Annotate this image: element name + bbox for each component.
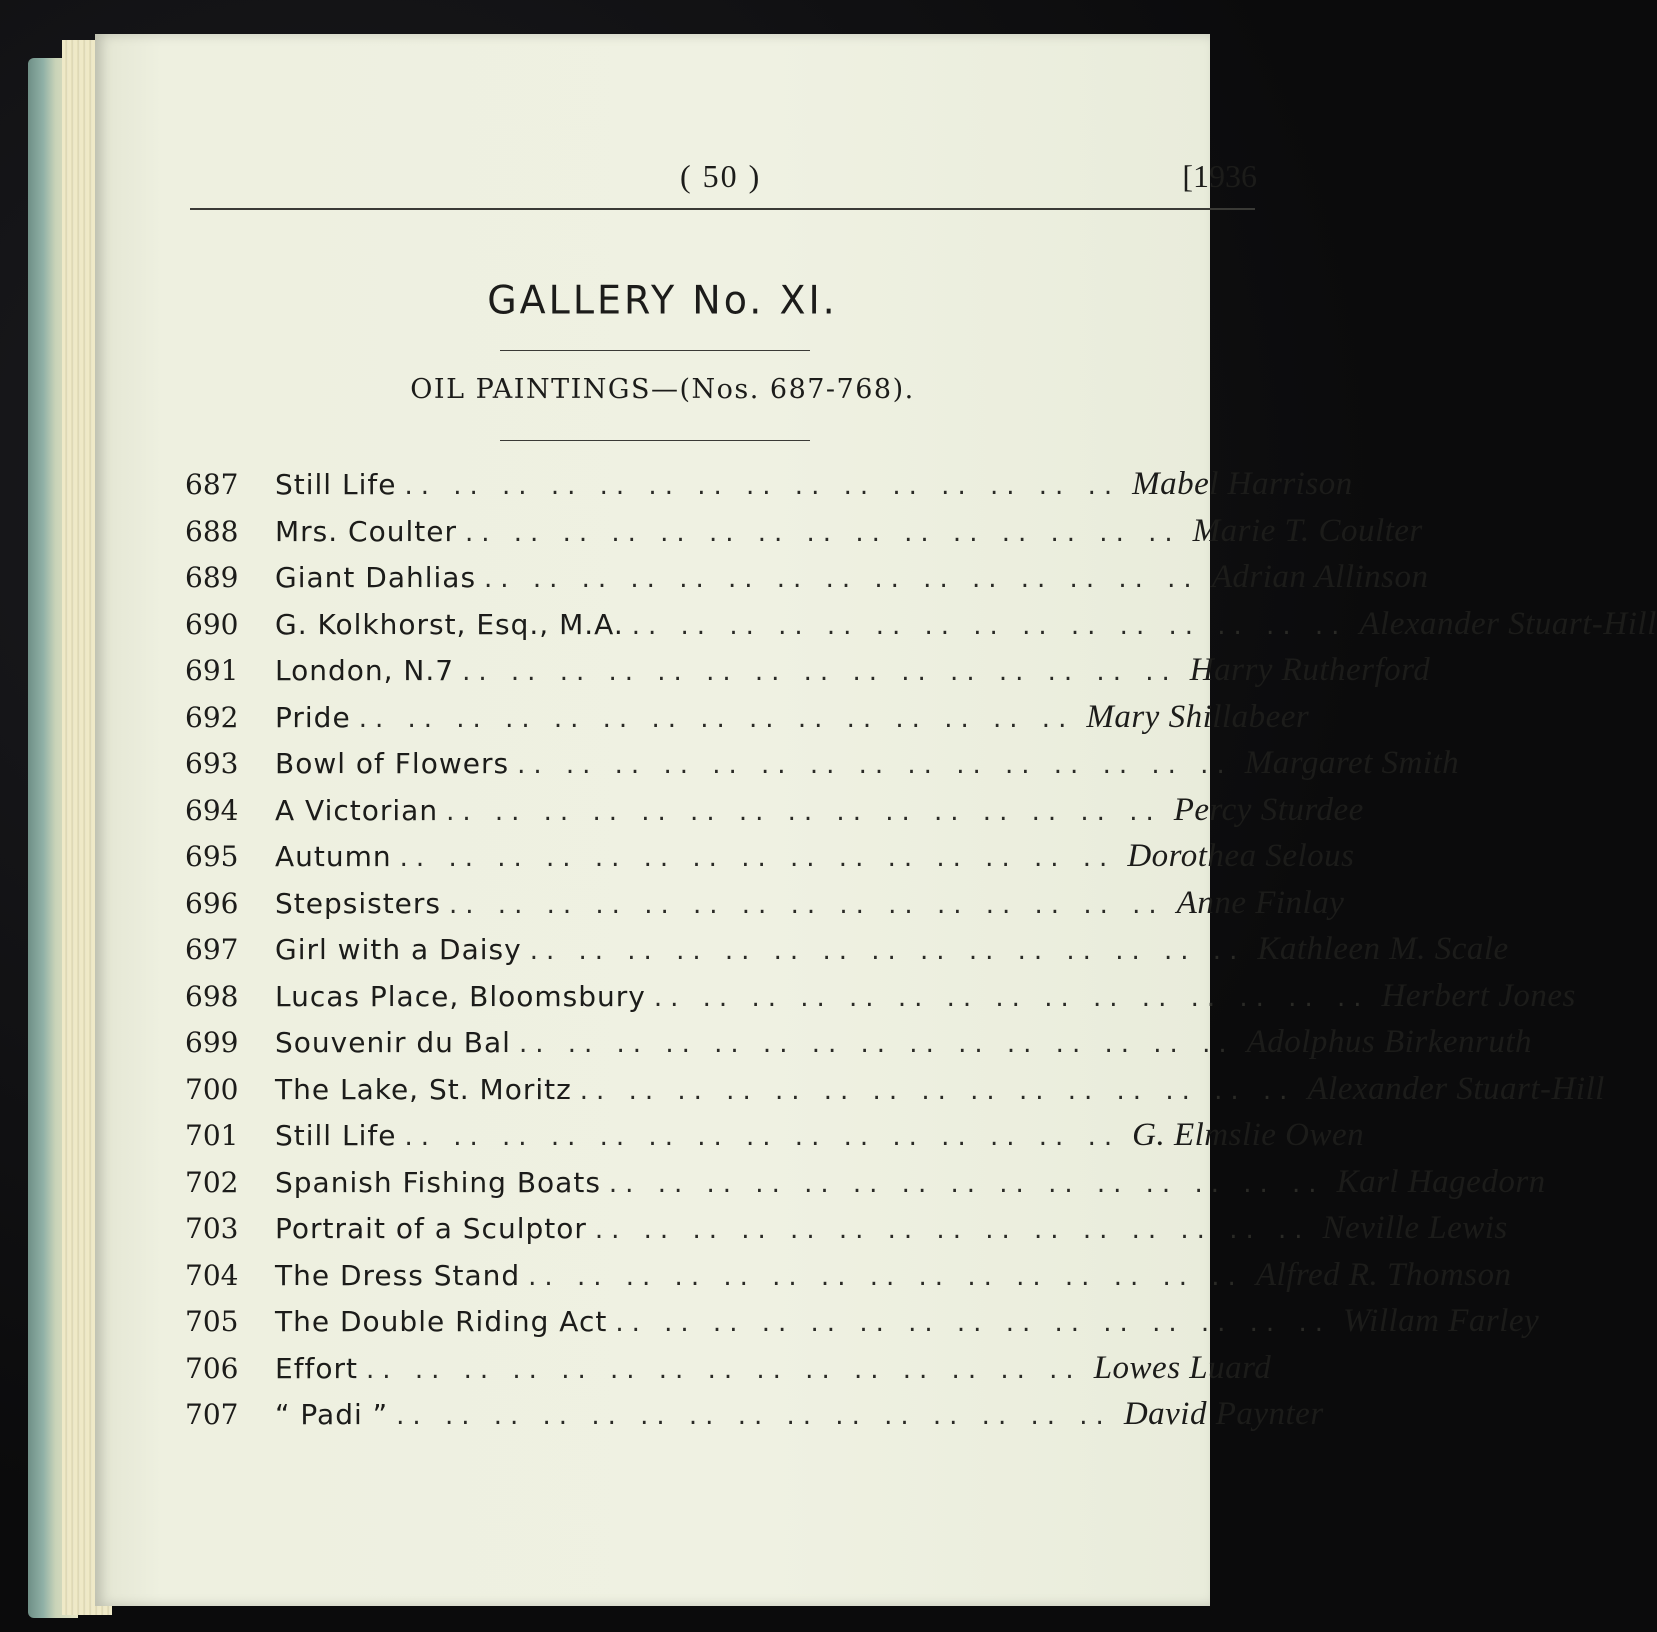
entry-number: 693: [185, 747, 239, 780]
entry-number: 706: [185, 1351, 239, 1385]
entry-artist: Mabel Harrison: [1132, 466, 1353, 502]
entry-line: [275, 559, 1429, 605]
catalogue-entry: [185, 512, 1423, 560]
catalogue-entry: [185, 1210, 1508, 1257]
entry-artist: Alfred R. Thomson: [1255, 1256, 1512, 1293]
entry-line: [275, 1070, 1605, 1117]
entry-title: Still Life: [275, 468, 397, 501]
catalogue-entry: [185, 791, 1364, 839]
entry-title: Pride: [275, 700, 351, 734]
catalogue-entry: [185, 1024, 1533, 1071]
entry-number: 689: [185, 561, 239, 594]
dot-leader: .. .. .. .. .. .. .. .. .. .. .. .. .. .. ..: [404, 1122, 1121, 1152]
entry-line: [275, 652, 1431, 698]
dot-leader: .. .. .. .. .. .. .. .. .. .. .. .. .. .. ..: [594, 1215, 1311, 1245]
entry-artist: Alexander Stuart-Hill: [1359, 605, 1657, 642]
catalogue-entry: [185, 1117, 1365, 1164]
entry-title: The Lake, St. Moritz: [275, 1072, 572, 1106]
entry-number: 698: [185, 979, 239, 1013]
entry-title: Souvenir du Bal: [275, 1026, 511, 1059]
entry-line: [275, 745, 1460, 791]
dot-leader: .. .. .. .. .. .. .. .. .. .. .. .. .. .. ..: [366, 1354, 1082, 1385]
entry-artist: Lowes Luard: [1093, 1349, 1272, 1386]
catalogue-entry: [185, 652, 1431, 699]
catalogue-entry: [185, 884, 1345, 932]
entry-artist: Alexander Stuart-Hill: [1307, 1070, 1605, 1107]
entry-artist: David Paynter: [1123, 1396, 1324, 1432]
entry-title: Lucas Place, Bloomsbury: [275, 979, 646, 1013]
catalogue-entry: [185, 698, 1310, 746]
entry-number: 687: [185, 468, 239, 501]
entry-line: [275, 1256, 1512, 1303]
dot-leader: .. .. .. .. .. .. .. .. .. .. .. .. .. .. ..: [529, 936, 1246, 966]
entry-artist: Harry Rutherford: [1189, 652, 1431, 688]
entry-artist: Marie T. Coulter: [1192, 512, 1423, 549]
entry-line: [275, 791, 1364, 838]
title-rule-upper: [500, 350, 810, 351]
dot-leader: .. .. .. .. .. .. .. .. .. .. .. .. .. .. ..: [404, 471, 1121, 501]
entry-number: 705: [185, 1305, 239, 1338]
catalogue-entry: [185, 1396, 1324, 1443]
entry-title: G. Kolkhorst, Esq., M.A.: [275, 607, 624, 641]
catalogue-page: [95, 34, 1657, 1606]
page-number: ( 50 ): [680, 158, 762, 194]
dot-leader: .. .. .. .. .. .. .. .. .. .. .. .. .. .. ..: [518, 1029, 1235, 1059]
entry-number: 701: [185, 1119, 239, 1152]
entry-title: London, N.7: [275, 654, 455, 687]
catalogue-entry: [185, 466, 1353, 513]
entry-title: Portrait of a Sculptor: [275, 1212, 587, 1245]
dot-leader: .. .. .. .. .. .. .. .. .. .. .. .. .. .. ..: [462, 657, 1178, 687]
running-year: [1936: [1182, 158, 1257, 194]
entry-line: [275, 1163, 1546, 1210]
entry-line: [275, 838, 1355, 884]
entry-number: 688: [185, 514, 239, 548]
entry-artist: Adrian Allinson: [1211, 559, 1429, 595]
gallery-title: GALLERY No. XI.: [487, 277, 838, 323]
entry-title: Spanish Fishing Boats: [275, 1165, 601, 1199]
entry-title: Girl with a Daisy: [275, 933, 522, 966]
entry-line: [275, 605, 1657, 652]
entry-line: [275, 884, 1345, 931]
dot-leader: .. .. .. .. .. .. .. .. .. .. .. .. .. .. ..: [446, 796, 1162, 827]
catalogue-entries: [185, 466, 1657, 1443]
entry-line: [275, 466, 1353, 512]
dot-leader: .. .. .. .. .. .. .. .. .. .. .. .. .. .. ..: [615, 1308, 1331, 1338]
entry-artist: Herbert Jones: [1381, 977, 1576, 1014]
entry-artist: Percy Sturdee: [1173, 791, 1364, 828]
entry-number: 704: [185, 1258, 239, 1292]
section-title: OIL PAINTINGS—(Nos. 687-768).: [410, 374, 915, 405]
entry-title: The Dress Stand: [275, 1258, 521, 1292]
entry-title: Autumn: [275, 840, 392, 873]
entry-number: 692: [185, 700, 239, 734]
entry-line: [275, 512, 1423, 559]
dot-leader: .. .. .. .. .. .. .. .. .. .. .. .. .. .. ..: [399, 843, 1116, 873]
entry-artist: Kathleen M. Scale: [1257, 931, 1509, 967]
catalogue-entry: [185, 1349, 1272, 1397]
entry-artist: Willam Farley: [1343, 1303, 1540, 1339]
catalogue-entry: [185, 977, 1576, 1025]
entry-line: [275, 698, 1310, 745]
entry-line: [275, 977, 1576, 1024]
entry-number: 703: [185, 1212, 239, 1245]
entry-artist: Dorothea Selous: [1127, 838, 1355, 874]
entry-number: 690: [185, 607, 239, 641]
dot-leader: .. .. .. .. .. .. .. .. .. .. .. .. .. .. ..: [449, 889, 1165, 920]
entry-line: [275, 931, 1509, 977]
catalogue-entry: [185, 1163, 1546, 1211]
catalogue-entry: [185, 1303, 1540, 1350]
dot-leader: .. .. .. .. .. .. .. .. .. .. .. .. .. .. ..: [358, 703, 1075, 734]
catalogue-entry: [185, 745, 1460, 792]
catalogue-entry: [185, 838, 1355, 885]
catalogue-entry: [185, 559, 1429, 606]
entry-number: 691: [185, 654, 239, 687]
dot-leader: .. .. .. .. .. .. .. .. .. .. .. .. .. .. ..: [464, 517, 1181, 548]
entry-title: Effort: [275, 1351, 359, 1385]
entry-artist: Anne Finlay: [1176, 884, 1345, 921]
entry-line: [275, 1117, 1365, 1163]
entry-number: 707: [185, 1398, 239, 1431]
entry-artist: G. Elmslie Owen: [1132, 1117, 1365, 1153]
entry-number: 700: [185, 1072, 239, 1106]
dot-leader: .. .. .. .. .. .. .. .. .. .. .. .. .. .. ..: [396, 1401, 1112, 1431]
catalogue-entry: [185, 1256, 1512, 1304]
entry-line: [275, 1303, 1540, 1349]
dot-leader: .. .. .. .. .. .. .. .. .. .. .. .. .. .. ..: [653, 982, 1370, 1013]
catalogue-entry: [185, 931, 1509, 978]
running-header: [185, 152, 1257, 200]
dot-leader: .. .. .. .. .. .. .. .. .. .. .. .. .. .. ..: [608, 1168, 1325, 1199]
entry-line: [275, 1396, 1324, 1442]
entry-artist: Adolphus Birkenruth: [1246, 1024, 1533, 1060]
entry-number: 702: [185, 1165, 239, 1199]
entry-line: [275, 1024, 1533, 1070]
entry-number: 697: [185, 933, 239, 966]
entry-title: Giant Dahlias: [275, 561, 477, 594]
entry-line: [275, 1210, 1508, 1256]
entry-title: The Double Riding Act: [275, 1305, 608, 1338]
entry-title: Bowl of Flowers: [275, 747, 510, 780]
dot-leader: .. .. .. .. .. .. .. .. .. .. .. .. .. .. ..: [528, 1261, 1244, 1292]
entry-title: Mrs. Coulter: [275, 514, 457, 548]
entry-number: 694: [185, 793, 239, 827]
dot-leader: .. .. .. .. .. .. .. .. .. .. .. .. .. .. ..: [631, 610, 1348, 641]
catalogue-entry: [185, 605, 1657, 653]
entry-line: [275, 1349, 1272, 1396]
entry-title: Still Life: [275, 1119, 397, 1152]
dot-leader: .. .. .. .. .. .. .. .. .. .. .. .. .. .. ..: [579, 1075, 1296, 1106]
catalogue-entry: [185, 1070, 1605, 1118]
dot-leader: .. .. .. .. .. .. .. .. .. .. .. .. .. .. ..: [517, 750, 1233, 780]
entry-number: 696: [185, 886, 239, 920]
dot-leader: .. .. .. .. .. .. .. .. .. .. .. .. .. .. ..: [484, 564, 1200, 594]
entry-artist: Karl Hagedorn: [1336, 1163, 1546, 1200]
entry-artist: Neville Lewis: [1322, 1210, 1508, 1246]
title-rule-lower: [500, 440, 810, 441]
header-rule: [190, 208, 1255, 210]
entry-artist: Mary Shillabeer: [1086, 698, 1310, 735]
entry-number: 699: [185, 1026, 239, 1059]
entry-number: 695: [185, 840, 239, 873]
entry-title: A Victorian: [275, 793, 439, 827]
entry-artist: Margaret Smith: [1244, 745, 1460, 781]
entry-title: “ Padi ”: [275, 1398, 389, 1431]
entry-title: Stepsisters: [275, 886, 442, 920]
